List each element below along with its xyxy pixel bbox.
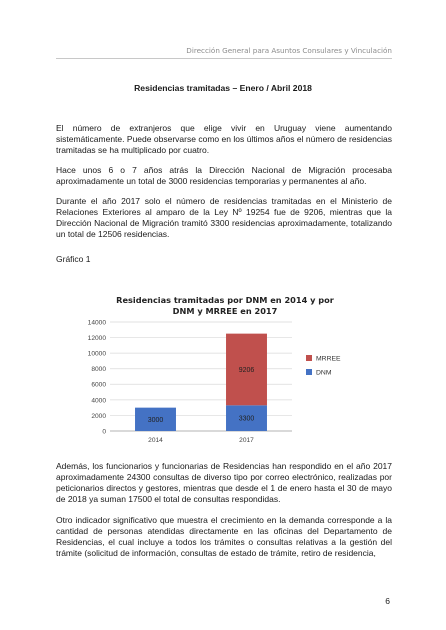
paragraph-2: Hace unos 6 o 7 años atrás la Dirección Nacional de Migración procesaba aproximadamente un total de 3000 residencias temporarias y permanentes al año. [56, 165, 392, 187]
data-label: 9206 [238, 366, 255, 374]
legend-label-dnm: DNM [316, 369, 332, 377]
header-org: Dirección General para Asuntos Consulares y Vinculación [186, 46, 392, 55]
legend-label-mrree: MRREE [316, 355, 341, 363]
y-tick-label: 12000 [87, 334, 106, 342]
chart-label: Gráfico 1 [56, 254, 91, 264]
y-tick-label: 14000 [87, 319, 106, 327]
y-tick-label: 6000 [91, 381, 106, 389]
y-tick-label: 8000 [91, 366, 106, 374]
x-tick-label: 2017 [239, 437, 254, 444]
y-tick-label: 0 [102, 428, 106, 436]
header-divider [56, 58, 392, 59]
chart-title: Residencias tramitadas por DNM en 2014 y por DNM y MRREE en 2017 [116, 295, 334, 316]
bar-chart [70, 288, 380, 448]
data-label: 3300 [238, 415, 255, 423]
legend-swatch-mrree [306, 355, 312, 361]
x-tick-label: 2014 [148, 437, 163, 444]
page-title: Residencias tramitadas – Enero / Abril 2018 [134, 83, 312, 93]
legend-swatch-dnm [306, 369, 312, 375]
data-label: 3000 [147, 416, 164, 424]
y-tick-label: 4000 [91, 397, 106, 405]
y-tick-label: 10000 [87, 350, 106, 358]
page-number: 6 [385, 596, 390, 606]
y-tick-label: 2000 [91, 412, 106, 420]
paragraph-1: El número de extranjeros que elige vivir en Uruguay viene aumentando sistemáticamente. Puede observarse como en los últimos años el número de residencias tramitadas se ha multiplicado por cuatro. [56, 123, 392, 156]
paragraph-3: Durante el año 2017 solo el número de residencias tramitadas en el Ministerio de Relaciones Exteriores al amparo de la Ley Nº 19254 fue de 9206, mientras que la Dirección Nacional de Migración tramitó 3300 residencias aproximadamente, totalizando un total de 12506 residencias. [56, 196, 392, 240]
paragraph-4: Además, los funcionarios y funcionarias de Residencias han respondido en el año 2017 aproximadamente 24300 consultas de diverso tipo por correo electrónico, realizadas por peticionarios directos y gestores, mientras que desde el 1 de enero hasta el 30 de mayo de 2018 ya suman 17500 el total de consultas respondidas. [56, 461, 392, 505]
paragraph-5: Otro indicador significativo que muestra el crecimiento en la demanda corresponde a la cantidad de personas atendidas directamente en las oficinas del Departamento de Residencias, el cual incluye a todos los trámites o consultas relativas a la gestión del trámite (solicitud de información, consultas de estado de trámite, retiro de residencia, [56, 515, 392, 559]
